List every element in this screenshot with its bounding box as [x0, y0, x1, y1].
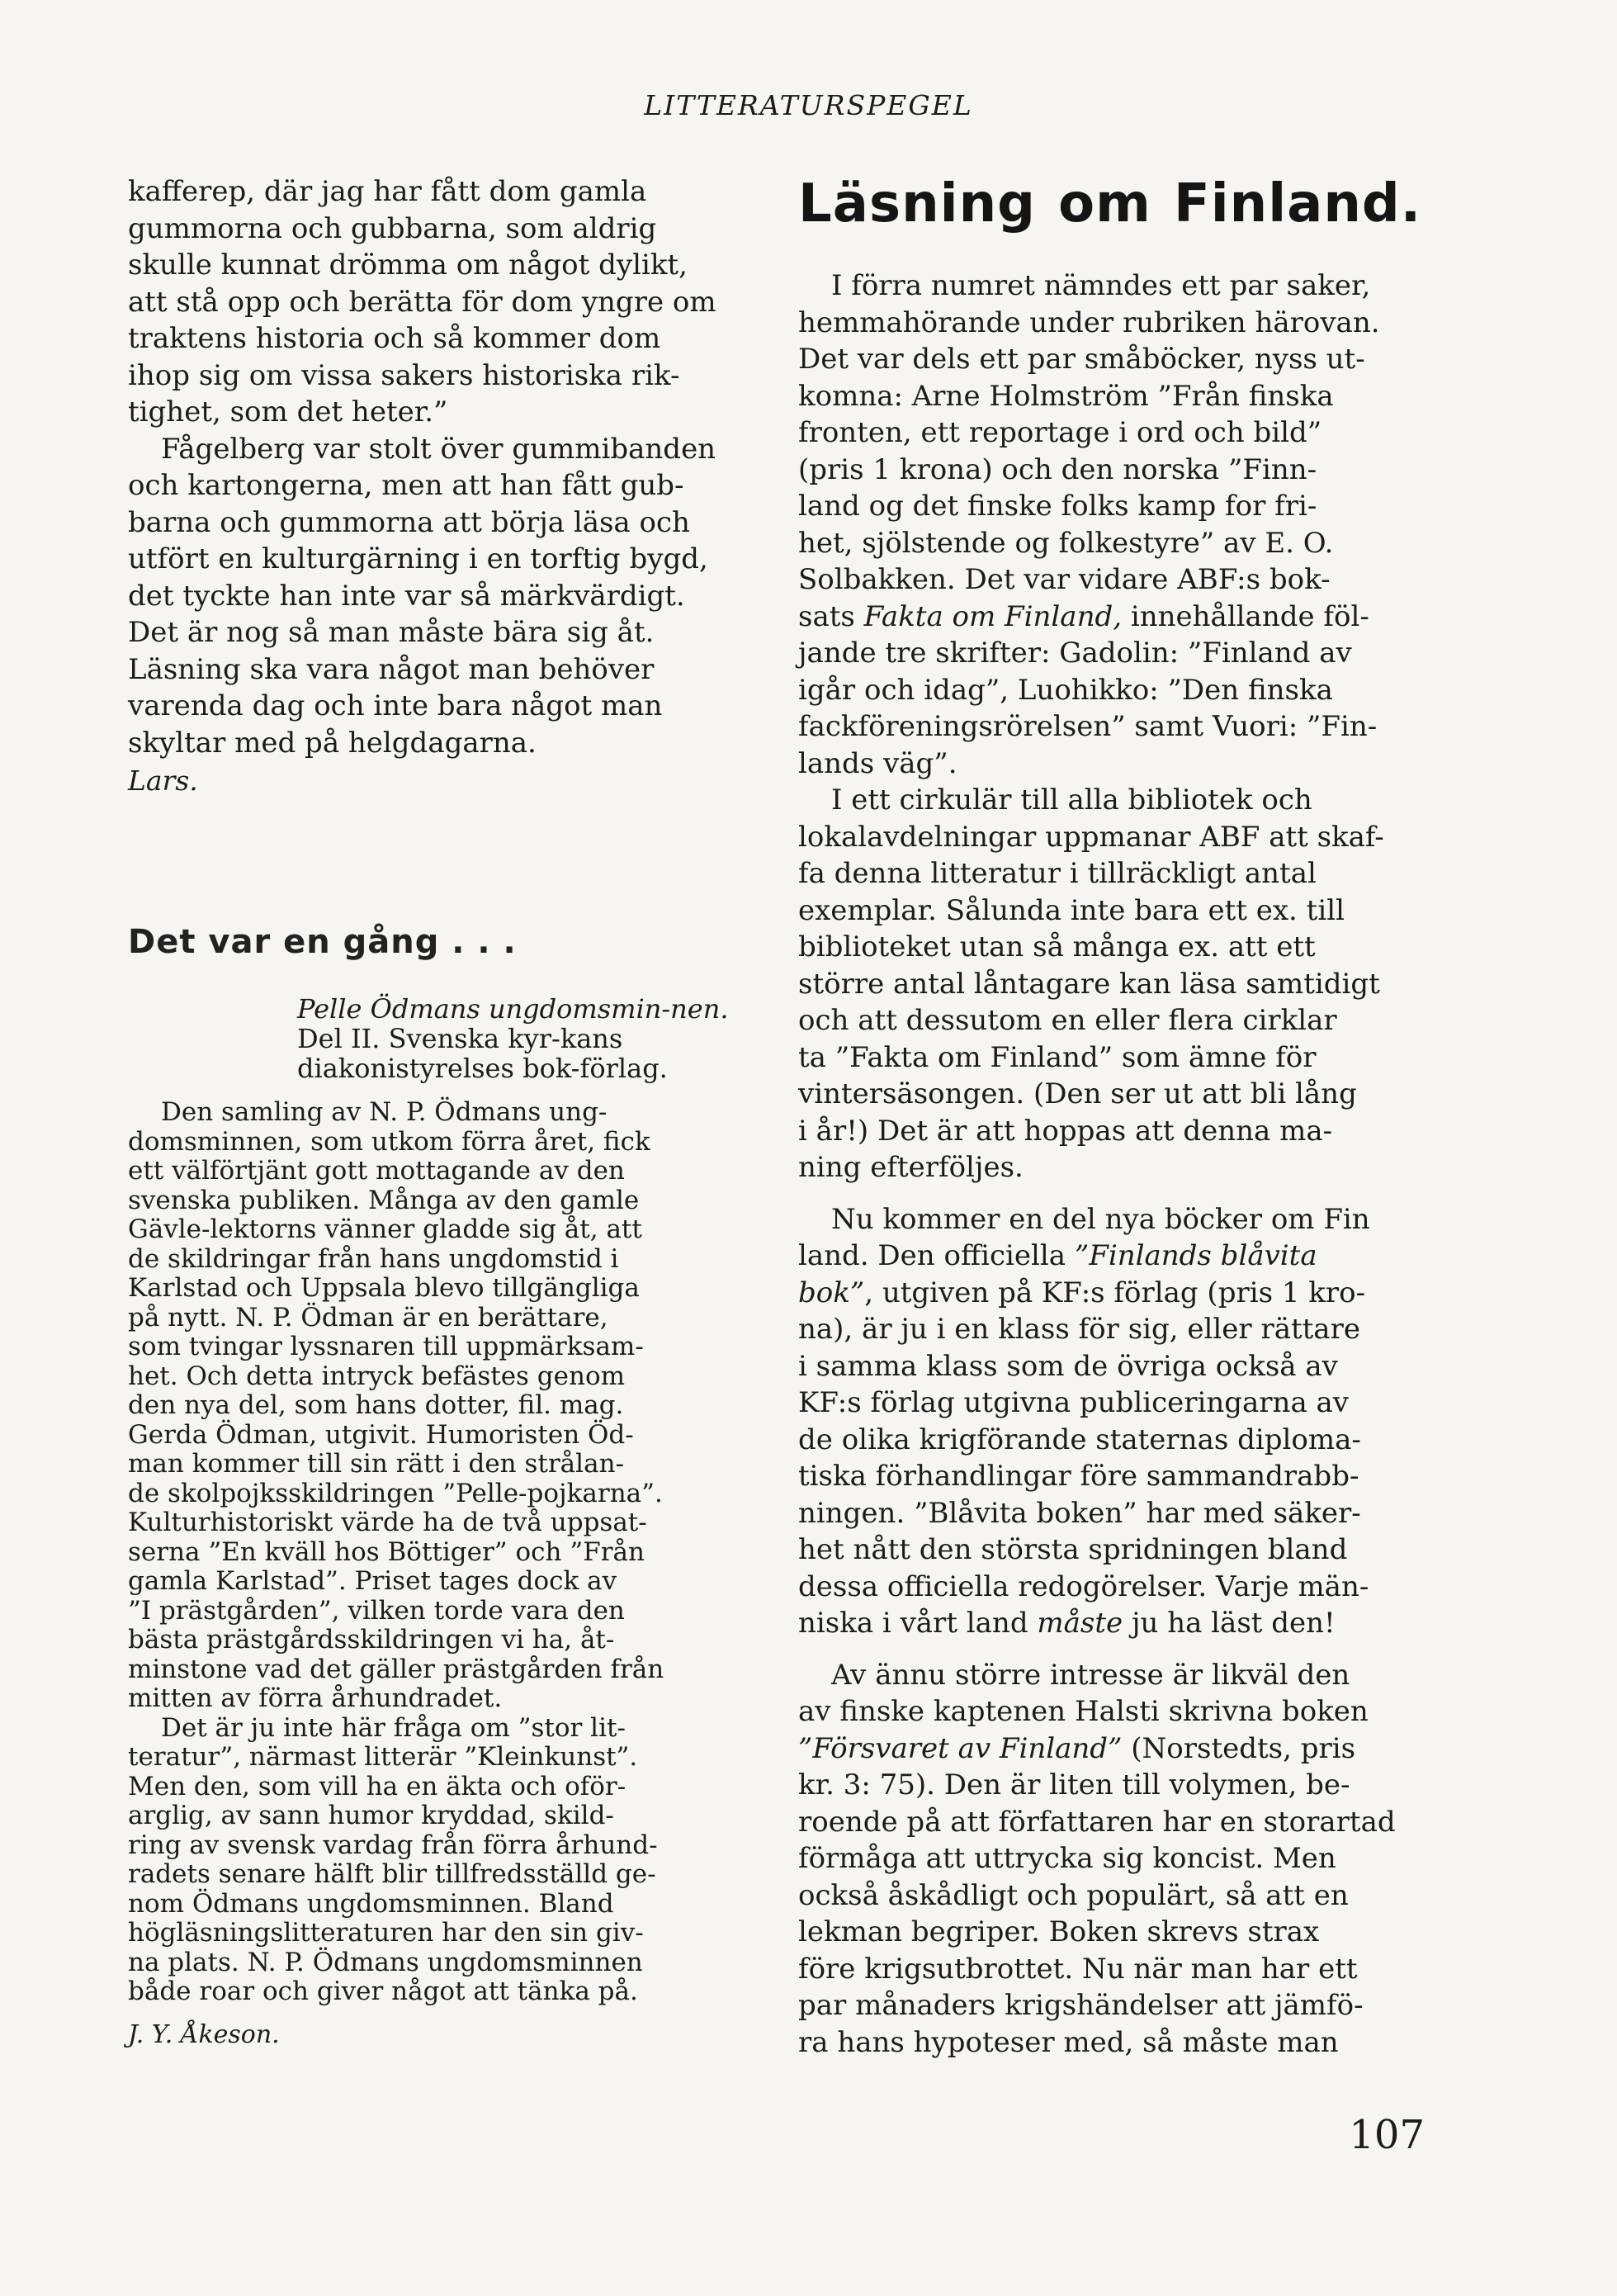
title-word: Finland. — [1173, 173, 1421, 234]
left-column — [128, 173, 755, 2049]
text-line: biblioteket utan så många ex. att ett — [798, 930, 1316, 963]
text-line: det tyckte han inte var så märkvärdigt. — [128, 579, 685, 613]
emphasis: måste — [1037, 1607, 1123, 1640]
text-line: ta ”Fakta om Finland” som ämne för — [798, 1040, 1317, 1074]
text-line: Det är ju inte här fråga om ”stor lit- — [161, 1712, 626, 1743]
text-line: igår och idag”, Luohikko: ”Den finska — [798, 673, 1333, 707]
text-line: ning efterföljes. — [798, 1151, 1024, 1184]
text-line: utfört en kulturgärning i en torftig bygd, — [128, 542, 708, 575]
text-line: Gerda Ödman, utgivit. Humoristen Öd- — [128, 1419, 634, 1450]
intro-paragraph — [128, 173, 755, 431]
text-line: förmåga att uttrycka sig koncist. Men — [798, 1842, 1336, 1875]
text-line: i samma klass som de övriga också av — [798, 1349, 1338, 1383]
text-line: par månaders krigshändelser att jämfö- — [798, 1989, 1364, 2022]
text-line: na), är ju i en klass för sig, eller rättare — [798, 1313, 1360, 1346]
text-line: Men den, som vill ha en äkta och oför- — [128, 1771, 626, 1801]
text-line: varenda dag och inte bara något man — [128, 689, 663, 722]
text-line: som tvingar lyssnaren till uppmärksam- — [128, 1332, 644, 1361]
text-line: i år!) Det är att hoppas att denna ma- — [798, 1114, 1333, 1148]
text-line: hemmahörande under rubriken härovan. — [798, 305, 1380, 339]
text-line: före krigsutbrottet. Nu när man har ett — [798, 1952, 1358, 1986]
text-line: och att dessutom en eller flera cirklar — [798, 1004, 1337, 1037]
finland-paragraph-2 — [798, 782, 1421, 1186]
text-line: bästa prästgårdsskildringen vi ha, åt- — [128, 1625, 615, 1655]
text-line: bok”, utgiven på KF:s förlag (pris 1 kro- — [798, 1276, 1366, 1309]
text-line: Nu kommer en del nya böcker om Fin — [831, 1202, 1370, 1236]
text-line: nom Ödmans ungdomsminnen. Bland — [128, 1888, 614, 1919]
text-line: niska i vårt land måste ju ha läst den! — [798, 1607, 1336, 1640]
text-line: på nytt. N. P. Ödman är en berättare, — [128, 1302, 608, 1333]
text-line: Det var dels ett par småböcker, nyss ut- — [798, 343, 1365, 376]
text-line: exemplar. Sålunda inte bara ett ex. till — [798, 893, 1345, 927]
text-line: serna ”En kväll hos Böttiger” och ”Från — [128, 1536, 645, 1567]
text-line: lands väg”. — [798, 746, 957, 780]
text-line: större antal låntagare kan läsa samtidigt — [798, 967, 1380, 1001]
signature-akeson: J. Y. Åkeson. — [128, 2019, 280, 2049]
text-line: na plats. N. P. Ödmans ungdomsminnen — [128, 1947, 643, 1977]
finland-paragraph-4 — [798, 1657, 1421, 2062]
text-line: (pris 1 krona) och den norska ”Finn- — [798, 452, 1317, 486]
text-line: tiska förhandlingar före sammandrabb- — [798, 1460, 1359, 1493]
forsvaret-title: ”Försvaret av Finland” — [798, 1731, 1123, 1765]
text-line: lekman begriper. Boken skrevs strax — [798, 1915, 1320, 1948]
text-line: sats Fakta om Finland, innehållande föl- — [798, 599, 1369, 633]
text-line: Den samling av N. P. Ödmans ung- — [161, 1097, 608, 1127]
text-line: barna och gummorna att börja läsa och — [128, 505, 690, 539]
text-line: ra hans hypoteser med, så måste man — [798, 2025, 1339, 2059]
text-line: kr. 3: 75). Den är liten till volymen, be- — [798, 1768, 1350, 1801]
running-head: LITTERATURSPEGEL — [644, 89, 973, 121]
blavita-title: ”Finlands blåvita — [1074, 1239, 1317, 1272]
text-line: I ett cirkulär till alla bibliotek och — [831, 783, 1312, 817]
text-line: I förra numret nämndes ett par saker, — [831, 269, 1371, 302]
text-line: het. Och detta intryck befästes genom — [128, 1361, 626, 1391]
text-line: het nått den största spridningen bland — [798, 1533, 1348, 1566]
blavita-title-end: bok” — [798, 1276, 865, 1309]
page-number: 107 — [1349, 2112, 1425, 2158]
text-line: de olika krigförande staternas diploma- — [798, 1423, 1361, 1456]
review-heading: Det var en gång . . . — [128, 923, 517, 961]
finland-paragraph-3 — [798, 1201, 1421, 1642]
text-line: dessa officiella redogörelser. Varje män- — [798, 1569, 1369, 1603]
text-line: domsminnen, som utkom förra året, fick — [128, 1126, 650, 1157]
text-line: de skolpojksskildringen ”Pelle-pojkarna”. — [128, 1478, 663, 1508]
text-line: radets senare hälft blir tillfredsställd ge- — [128, 1859, 656, 1889]
book-citation — [128, 994, 755, 1083]
fakta-title: Fakta om Finland, — [863, 599, 1123, 633]
text-line: de skildringar från hans ungdomstid i — [128, 1243, 619, 1274]
text-line: kafferep, där jag har fått dom gamla — [128, 175, 647, 208]
right-column — [798, 173, 1421, 2061]
text-line: ningen. ”Blåvita boken” har med säker- — [798, 1496, 1361, 1530]
text-line: land. Den officiella ”Finlands blåvita — [798, 1239, 1317, 1272]
text-line: roende på att författaren har en storartad — [798, 1805, 1396, 1839]
text-line: mitten av förra århundradet. — [128, 1683, 503, 1713]
text-line: också åskådligt och populärt, så att en — [798, 1878, 1349, 1912]
text-line: ”Försvaret av Finland” (Norstedts, pris — [798, 1731, 1356, 1765]
text-line: ”I prästgården”, vilken torde vara den — [128, 1595, 625, 1626]
text-line: Solbakken. Det var vidare ABF:s bok- — [798, 563, 1331, 596]
text-line: den nya del, som hans dotter, fil. mag. — [128, 1390, 624, 1420]
text-line: Det är nog så man måste bära sig åt. — [128, 616, 655, 649]
text-line: skyltar med på helgdagarna. — [128, 726, 537, 760]
text-line: het, sjölstende og folkestyre” av E. O. — [798, 526, 1334, 560]
text-line: Läsning ska vara något man behöver — [128, 652, 655, 686]
review-paragraph-1 — [128, 1098, 755, 1714]
text-line: minstone vad det gäller prästgården från — [128, 1654, 664, 1684]
fagelberg-paragraph — [128, 431, 755, 762]
text-line: vintersäsongen. (Den ser ut att bli lång — [798, 1077, 1357, 1110]
text-line: arglig, av sann humor kryddad, skild- — [128, 1801, 614, 1830]
text-line: ihop sig om vissa sakers historiska rik- — [128, 358, 680, 392]
text-line: att stå opp och berätta för dom yngre om — [128, 285, 716, 319]
title-word: Läsning — [798, 173, 1036, 234]
text-line: av finske kaptenen Halsti skrivna boken — [798, 1695, 1369, 1728]
text-line: ett välförtjänt gott mottagande av den — [128, 1156, 625, 1186]
text-line: traktens historia och så kommer dom — [128, 322, 661, 355]
text-line: tighet, som det heter.” — [128, 395, 448, 428]
text-line: fackföreningsrörelsen” samt Vuori: ”Fin- — [798, 710, 1378, 743]
text-line: fa denna litteratur i tillräckligt antal — [798, 857, 1317, 890]
text-line: gummorna och gubbarna, som aldrig — [128, 211, 657, 245]
text-line: både roar och giver något att tänka på. — [128, 1976, 638, 2006]
article-title — [798, 173, 1421, 234]
text-line: högläsningslitteraturen har den sin giv- — [128, 1918, 644, 1948]
text-line: ring av svensk vardag från förra århund- — [128, 1830, 658, 1860]
title-word: om — [1058, 173, 1151, 234]
text-line: och kartongerna, men att han fått gub- — [128, 469, 684, 502]
text-line: jande tre skrifter: Gadolin: ”Finland av — [798, 637, 1352, 670]
text-line: skulle kunnat drömma om något dylikt, — [128, 249, 688, 282]
text-line: lokalavdelningar uppmanar ABF att skaf- — [798, 820, 1384, 854]
review-paragraph-2 — [128, 1714, 755, 2007]
finland-paragraph-1 — [798, 267, 1421, 782]
text-line: land og det finske folks kamp for fri- — [798, 490, 1317, 523]
citation-title: Pelle Ödmans ungdomsmin-nen. — [297, 993, 729, 1025]
text-line: komna: Arne Holmström ”Från finska — [798, 379, 1334, 413]
citation-details: Del II. Svenska kyr-kans diakonistyrelses bok-förlag. — [297, 1023, 668, 1084]
text-line: Karlstad och Uppsala blevo tillgängliga — [128, 1273, 640, 1303]
text-line: Kulturhistoriskt värde ha de två uppsat- — [128, 1508, 647, 1537]
signature-lars: Lars. — [128, 765, 198, 797]
text-line: gamla Karlstad”. Priset tages dock av — [128, 1566, 617, 1596]
text-line: Gävle-lektorns vänner gladde sig åt, att — [128, 1214, 642, 1244]
text-line: fronten, ett reportage i ord och bild” — [798, 416, 1322, 449]
text-line: Av ännu större intresse är likväl den — [831, 1658, 1350, 1692]
text-line: KF:s förlag utgivna publiceringarna av — [798, 1386, 1350, 1419]
text-line: man kommer till sin rätt i den strålan- — [128, 1449, 625, 1479]
text-line: teratur”, närmast litterär ”Kleinkunst”. — [128, 1742, 638, 1772]
text-line: Fågelberg var stolt över gummibanden — [161, 432, 716, 466]
text-line: svenska publiken. Många av den gamle — [128, 1185, 640, 1215]
